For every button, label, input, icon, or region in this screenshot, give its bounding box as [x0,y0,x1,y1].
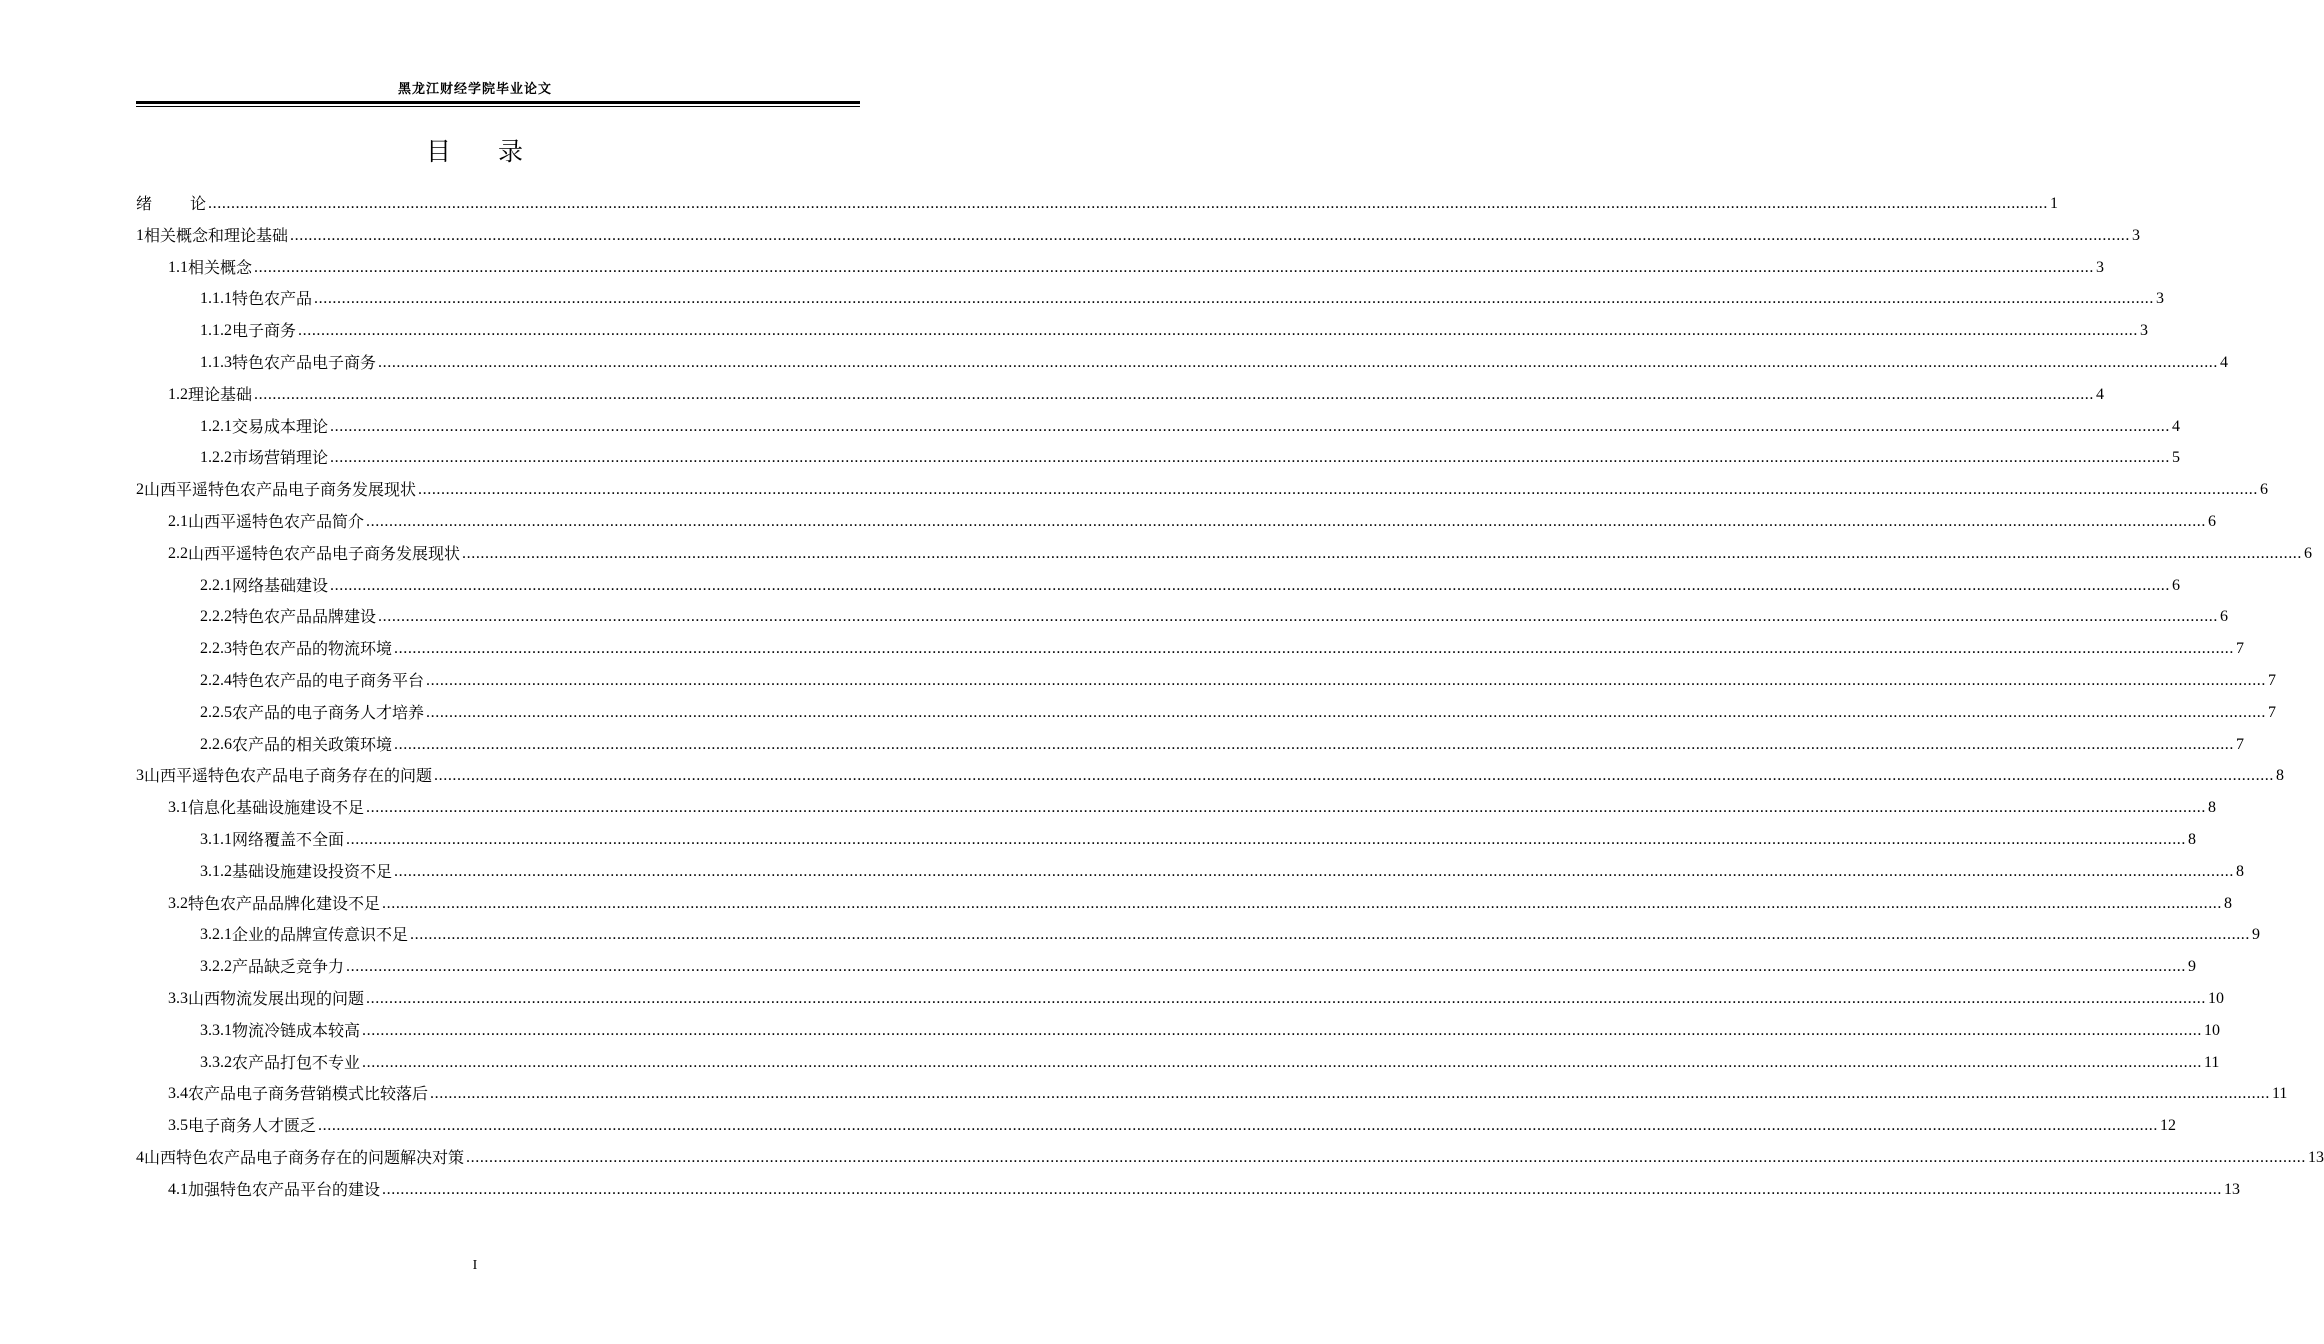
toc-dot-leader: ................................................................................................................................................................................................................................................................................................................................................................................................................ [366,512,2207,530]
toc-dot-leader: ................................................................................................................................................................................................................................................................................................................................................................................................................ [426,671,2267,689]
toc-entry-label: 市场营销理论 [232,448,329,468]
toc-entry-page: 10 [2204,1021,2221,1039]
toc-entry-page: 7 [2236,735,2245,753]
running-header: 黑龙江财经学院毕业论文 [397,82,552,97]
toc-entry[interactable] [136,729,2245,761]
toc-dot-leader: ................................................................................................................................................................................................................................................................................................................................................................................................................ [254,385,2095,403]
toc-dot-leader: ................................................................................................................................................................................................................................................................................................................................................................................................................ [394,735,2235,753]
toc-entry-label: 加强特色农产品平台的建设 [188,1179,381,1199]
toc-entry[interactable] [136,442,2181,474]
toc-entry-number: 3.1.2 [200,862,232,880]
toc-entry-page: 1 [2050,195,2059,212]
toc-entry-page: 8 [2236,862,2245,880]
toc-entry[interactable] [136,697,2277,729]
toc-entry-label: 特色农产品的物流环境 [232,639,393,659]
toc-entry[interactable] [136,252,2105,284]
toc-dot-leader: ................................................................................................................................................................................................................................................................................................................................................................................................................ [462,544,2303,562]
toc-entry[interactable] [136,538,2313,570]
toc-entry[interactable] [136,856,2245,888]
toc-entry-number: 1.1.2 [200,322,232,340]
toc-entry-number: 2.2.4 [200,671,232,689]
toc-entry-number: 1 [136,226,144,244]
toc-dot-leader: ................................................................................................................................................................................................................................................................................................................................................................................................................ [434,767,2275,785]
toc-entry[interactable] [136,188,2059,220]
toc-entry-number: 3.1 [168,799,188,817]
toc-entry-number: 2.2.6 [200,735,232,753]
toc-entry[interactable] [136,411,2181,443]
toc-entry[interactable] [136,570,2181,602]
toc-entry-number: 2.1 [168,512,188,530]
toc-entry-number: 3.2 [168,894,188,912]
toc-entry-page: 6 [2172,576,2181,594]
header-rule-thin [136,106,860,107]
toc-dot-leader: ................................................................................................................................................................................................................................................................................................................................................................................................................ [382,894,2223,912]
toc-entry-label: 相关概念和理论基础 [144,225,289,245]
toc-dot-leader: ................................................................................................................................................................................................................................................................................................................................................................................................................ [466,1148,2307,1166]
toc-entry[interactable] [136,283,2165,315]
toc-dot-leader: ................................................................................................................................................................................................................................................................................................................................................................................................................ [418,481,2259,499]
toc-entry-page: 3 [2132,226,2141,244]
toc-entry-label: 农产品的相关政策环境 [232,734,393,754]
toc-entry-number: 2.2.5 [200,703,232,721]
toc-entry[interactable] [136,665,2277,697]
toc-title-char-1: 目 [425,137,452,166]
toc-entry[interactable] [136,1015,2221,1047]
toc-entry-number: 1.2.1 [200,417,232,435]
toc-entry-page: 7 [2268,703,2277,721]
toc-entry-label: 山西平遥特色农产品简介 [188,511,365,531]
toc-entry-page: 8 [2224,894,2233,912]
toc-entry[interactable] [136,1078,2288,1110]
toc-entry[interactable] [136,633,2245,665]
toc-entry-page: 9 [2252,926,2261,944]
toc-entry-label: 特色农产品电子商务 [232,352,377,372]
toc-entry-page: 7 [2268,671,2277,689]
toc-entry-label: 山西平遥特色农产品电子商务存在的问题 [144,766,433,786]
toc-entry[interactable] [136,951,2197,983]
toc-dot-leader: ................................................................................................................................................................................................................................................................................................................................................................................................................ [394,640,2235,658]
toc-entry-number: 3.5 [168,1117,188,1135]
toc-entry-page: 11 [2204,1053,2220,1071]
toc-entry-number: 1.1.1 [200,290,232,308]
toc-entry-page: 6 [2220,608,2229,626]
toc-entry-page: 6 [2260,481,2269,499]
toc-entry[interactable] [136,506,2217,538]
toc-entry[interactable] [136,1174,2241,1206]
toc-dot-leader: ................................................................................................................................................................................................................................................................................................................................................................................................................ [382,1180,2223,1198]
toc-title-char-2: 录 [498,137,525,166]
toc-entry-page: 6 [2304,544,2313,562]
toc-entry-number: 4 [136,1148,144,1166]
toc-entry-number: 4.1 [168,1180,188,1198]
toc-entry-page: 10 [2208,989,2225,1007]
toc-dot-leader: ................................................................................................................................................................................................................................................................................................................................................................................................................ [298,322,2139,340]
toc-dot-leader: ................................................................................................................................................................................................................................................................................................................................................................................................................ [362,1021,2203,1039]
toc-entry-label: 网络覆盖不全面 [232,829,345,849]
toc-entry-label: 物流冷链成本较高 [232,1020,361,1040]
toc-dot-leader: ................................................................................................................................................................................................................................................................................................................................................................................................................ [330,449,2171,467]
toc-entry-number: 2.2.3 [200,640,232,658]
toc-entry-label: 农产品打包不专业 [232,1052,361,1072]
toc-entry-number: 3.1.1 [200,830,232,848]
toc-entry-label: 农产品的电子商务人才培养 [232,702,425,722]
toc-entry[interactable] [136,919,2261,951]
toc-entry-number: 3.4 [168,1085,188,1103]
toc-entry-label: 网络基础建设 [232,575,329,595]
toc-entry-page: 13 [2224,1180,2241,1198]
toc-entry[interactable] [136,1142,2324,1174]
toc-entry-label: 农产品电子商务营销模式比较落后 [188,1084,429,1104]
toc-entry-number: 3.2.1 [200,926,232,944]
toc-entry[interactable] [136,379,2105,411]
toc-entry-label: 山西平遥特色农产品电子商务发展现状 [188,543,461,563]
toc-title [0,132,950,168]
toc-entry-page: 7 [2236,640,2245,658]
toc-entry[interactable] [136,1110,2177,1142]
toc-entry[interactable] [136,792,2217,824]
toc-entry-label: 相关概念 [188,257,253,277]
toc-entry-page: 8 [2208,799,2217,817]
toc-dot-leader: ................................................................................................................................................................................................................................................................................................................................................................................................................ [330,576,2171,594]
toc-entry-page: 4 [2096,385,2105,403]
toc-entry-page: 6 [2208,512,2217,530]
toc-dot-leader: ................................................................................................................................................................................................................................................................................................................................................................................................................ [290,226,2131,244]
toc-entry-number: 2 [136,481,144,499]
toc-dot-leader: ................................................................................................................................................................................................................................................................................................................................................................................................................ [366,799,2207,817]
toc-dot-leader: ................................................................................................................................................................................................................................................................................................................................................................................................................ [346,958,2187,976]
toc-entry-label: 电子商务 [232,321,297,341]
toc-entry-number: 2.2.1 [200,576,232,594]
toc-entry-label: 特色农产品品牌建设 [232,607,377,627]
toc-entry-label: 特色农产品的电子商务平台 [232,670,425,690]
toc-entry[interactable] [136,888,2233,920]
toc-dot-leader: ................................................................................................................................................................................................................................................................................................................................................................................................................ [318,1117,2159,1135]
toc-entry-page: 4 [2172,417,2181,435]
toc-entry[interactable] [136,824,2197,856]
page-number: I [472,1258,478,1273]
toc-entry-label-char: 论 [190,194,207,213]
toc-dot-leader: ................................................................................................................................................................................................................................................................................................................................................................................................................ [254,258,2095,276]
toc-entry-number: 3.3 [168,989,188,1007]
toc-entry-label: 基础设施建设投资不足 [232,861,393,881]
toc-dot-leader: ................................................................................................................................................................................................................................................................................................................................................................................................................ [366,989,2207,1007]
toc-entry-label: 企业的品牌宣传意识不足 [232,925,409,945]
toc-entry-page: 9 [2188,958,2197,976]
toc-entry-number: 1.1 [168,258,188,276]
toc-dot-leader: ................................................................................................................................................................................................................................................................................................................................................................................................................ [346,830,2187,848]
toc-entry[interactable] [136,601,2229,633]
toc-entry-page: 8 [2188,830,2197,848]
toc-entry-number: 2.2 [168,544,188,562]
toc-entry-page: 5 [2172,449,2181,467]
toc-entry-label: 理论基础 [188,384,253,404]
toc-dot-leader: ................................................................................................................................................................................................................................................................................................................................................................................................................ [394,862,2235,880]
toc-entry-label: 特色农产品品牌化建设不足 [188,893,381,913]
toc-entry-label: 信息化基础设施建设不足 [188,798,365,818]
toc-entry-label: 电子商务人才匮乏 [188,1116,317,1136]
toc-entry[interactable] [136,474,2269,506]
toc-entry[interactable] [136,1047,2220,1079]
toc-entry[interactable] [136,760,2285,792]
toc-dot-leader: ................................................................................................................................................................................................................................................................................................................................................................................................................ [410,926,2251,944]
header-rule-thick [136,101,860,104]
toc-entry-number: 3.3.1 [200,1021,232,1039]
toc-entry-page: 3 [2156,290,2165,308]
toc-entry-label [136,188,206,220]
toc-entry-page: 3 [2140,322,2149,340]
toc-entry-label: 山西物流发展出现的问题 [188,988,365,1008]
toc-entry-number: 1.2 [168,385,188,403]
toc-entry-page: 12 [2160,1117,2177,1135]
toc-dot-leader: ................................................................................................................................................................................................................................................................................................................................................................................................................ [378,353,2219,371]
toc-dot-leader: ................................................................................................................................................................................................................................................................................................................................................................................................................ [314,290,2155,308]
toc-dot-leader: ................................................................................................................................................................................................................................................................................................................................................................................................................ [378,608,2219,626]
toc-entry[interactable] [136,220,2141,252]
toc-entry-number: 3.3.2 [200,1053,232,1071]
toc-dot-leader: ................................................................................................................................................................................................................................................................................................................................................................................................................ [430,1085,2271,1103]
toc-entry-page: 4 [2220,353,2229,371]
toc-entry-label: 山西平遥特色农产品电子商务发展现状 [144,480,417,500]
toc-entry[interactable] [136,983,2225,1015]
toc-entry-label: 产品缺乏竞争力 [232,957,345,977]
toc-entry-number: 3 [136,767,144,785]
toc-dot-leader: ................................................................................................................................................................................................................................................................................................................................................................................................................ [426,703,2267,721]
table-of-contents [136,188,2324,1206]
toc-entry-label-char: 绪 [136,194,153,213]
toc-entry-page: 8 [2276,767,2285,785]
toc-entry-number: 1.1.3 [200,353,232,371]
toc-entry-label: 交易成本理论 [232,416,329,436]
toc-dot-leader: ................................................................................................................................................................................................................................................................................................................................................................................................................ [362,1053,2203,1071]
toc-entry-number: 3.2.2 [200,958,232,976]
toc-dot-leader: ................................................................................................................................................................................................................................................................................................................................................................................................................ [330,417,2171,435]
toc-entry[interactable] [136,347,2229,379]
toc-entry-label: 特色农产品 [232,289,313,309]
toc-dot-leader: ................................................................................................................................................................................................................................................................................................................................................................................................................ [208,195,2049,212]
toc-entry-number: 1.2.2 [200,449,232,467]
toc-entry[interactable] [136,315,2149,347]
toc-entry-page: 11 [2272,1085,2288,1103]
toc-entry-number: 2.2.2 [200,608,232,626]
toc-entry-page: 3 [2096,258,2105,276]
toc-entry-page: 13 [2308,1148,2324,1166]
toc-entry-label: 山西特色农产品电子商务存在的问题解决对策 [144,1147,465,1167]
